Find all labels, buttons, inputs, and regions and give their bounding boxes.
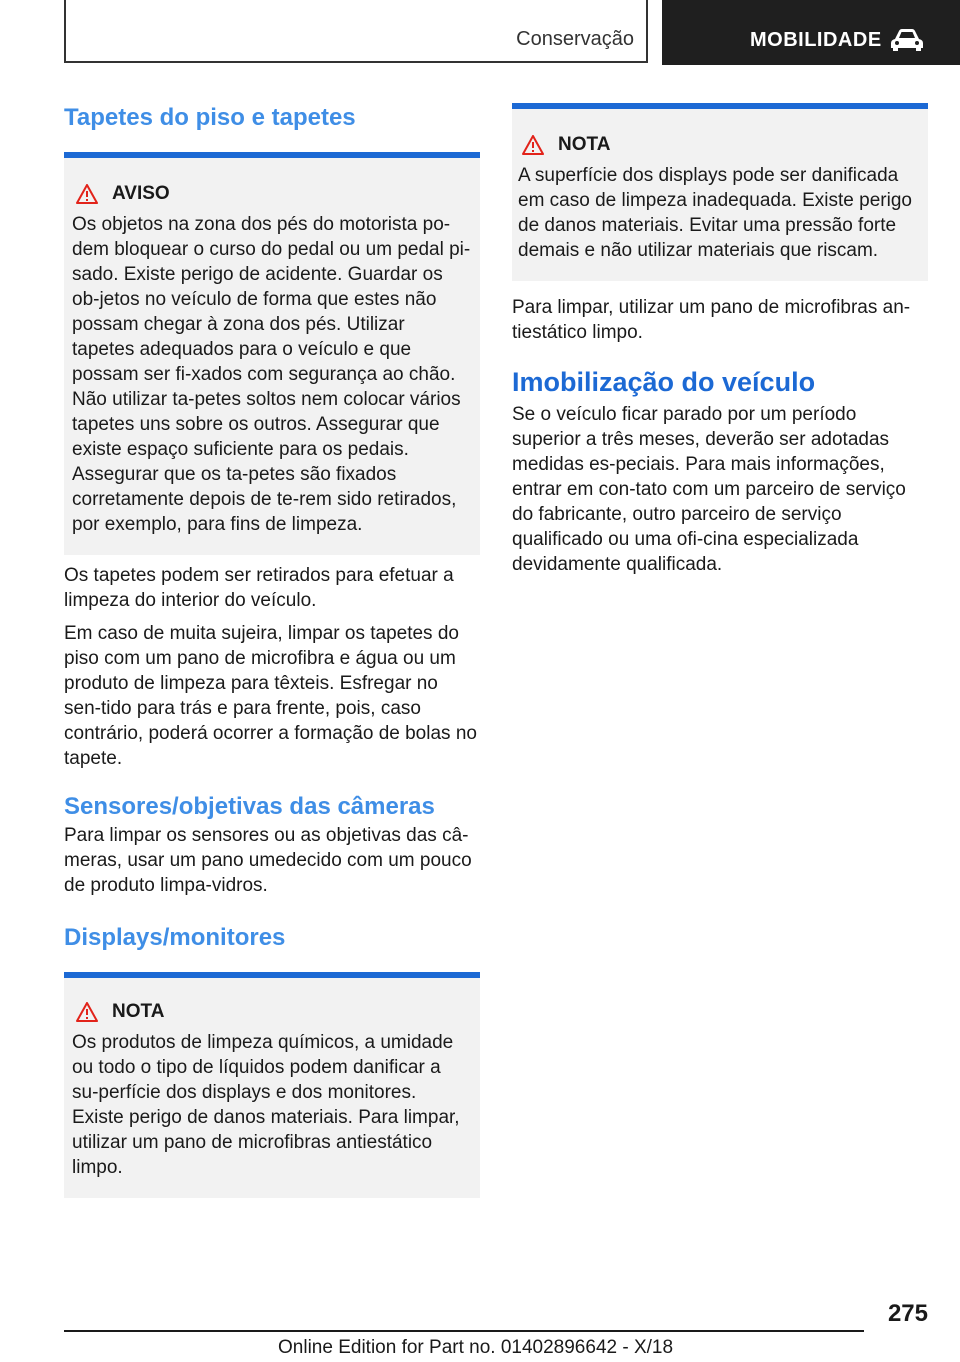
warning-title-row: [72, 180, 472, 208]
edition-text: Online Edition for Part no. 01402896642 - X/18: [278, 1337, 674, 1358]
header-section-tab: [64, 0, 648, 63]
note-box-surface: [512, 103, 928, 281]
warning-title: AVISO: [112, 183, 170, 204]
paragraph-sensors: Para limpar os sensores ou as objetivas das câ-meras, usar um pano umedecido com um pouco de produto limpa-vidros.: [64, 825, 472, 896]
note-title-row: [518, 131, 922, 159]
heading-mats: Tapetes do piso e tapetes: [64, 104, 356, 131]
warning-triangle-icon: [76, 184, 98, 204]
page-number: 275: [887, 1300, 928, 1327]
paragraph-mats-removal: Os tapetes podem ser retirados para efetuar a limpeza do interior do veículo.: [64, 565, 454, 611]
note-box-displays: [64, 972, 480, 1198]
paragraph-immobilization: Se o veículo ficar parado por um período superior a três meses, deverão ser adotadas medidas es-peciais. Para mais informações, entrar em con-tato com um parceiro de serviço do fabricante, outro parceiro de serviço qualificado ou uma ofi-cina especializada devidamente qualificada.: [512, 404, 906, 575]
note-title: NOTA: [558, 134, 611, 155]
note-text: Os produtos de limpeza químicos, a umidade ou todo o tipo de líquidos podem danificar a su-perfície dos displays e dos monitores. Existe perigo de danos materiais. Para limpar, utilizar um pano de microfibras antiestático limpo.: [72, 1032, 460, 1178]
note-text: A superfície dos displays pode ser danificada em caso de limpeza inadequada. Existe perigo de danos materiais. Evitar uma pressão forte demais e não utilizar materiais que riscam.: [518, 165, 912, 261]
heading-displays: Displays/monitores: [64, 924, 286, 951]
footer-divider: [64, 1330, 864, 1332]
warning-text: Os objetos na zona dos pés do motorista po-dem bloquear o curso do pedal ou um pedal pi-sado. Existe perigo de acidente. Guardar os ob-jetos no veículo de forma que estes não possam chegar à zona dos pés. Utilizar tapetes adequados para o veículo e que possam ser fi-xados com segurança ao chão. Não utilizar ta-petes soltos nem colocar vários tapetes uns sobre os outros. Assegurar que existe espaço suficiente para os pedais. Assegurar que os ta-petes são fixados corretamente depois de te-rem sido retirados, por exemplo, para fins de limpeza.: [72, 214, 471, 535]
car-icon: [890, 28, 924, 52]
left-column: [64, 100, 480, 1198]
note-title-row: [72, 998, 472, 1026]
paragraph-mats-cleaning: Em caso de muita sujeira, limpar os tapetes do piso com um pano de microfibra e água ou um produto de limpeza para têxteis. Esfregar no sen-tido para trás e para frente, pois, caso contrário, poderá ocorrer a formação de bolas no tapete.: [64, 623, 477, 769]
note-title: NOTA: [112, 1001, 165, 1022]
section-title: Conservação: [516, 28, 634, 50]
header-chapter-tab: [662, 0, 960, 65]
chapter-title: MOBILIDADE: [750, 29, 882, 51]
heading-immobilization: Imobilização do veículo: [512, 367, 816, 397]
warning-triangle-icon: [522, 135, 544, 155]
warning-triangle-icon: [76, 1002, 98, 1022]
right-column: [512, 103, 928, 577]
warning-box: [64, 152, 480, 555]
footer-edition: [278, 1337, 673, 1359]
heading-sensors: Sensores/objetivas das câmeras: [64, 793, 435, 820]
paragraph-cleaning-cloth: Para limpar, utilizar um pano de microfibras an-tiestático limpo.: [512, 297, 911, 343]
